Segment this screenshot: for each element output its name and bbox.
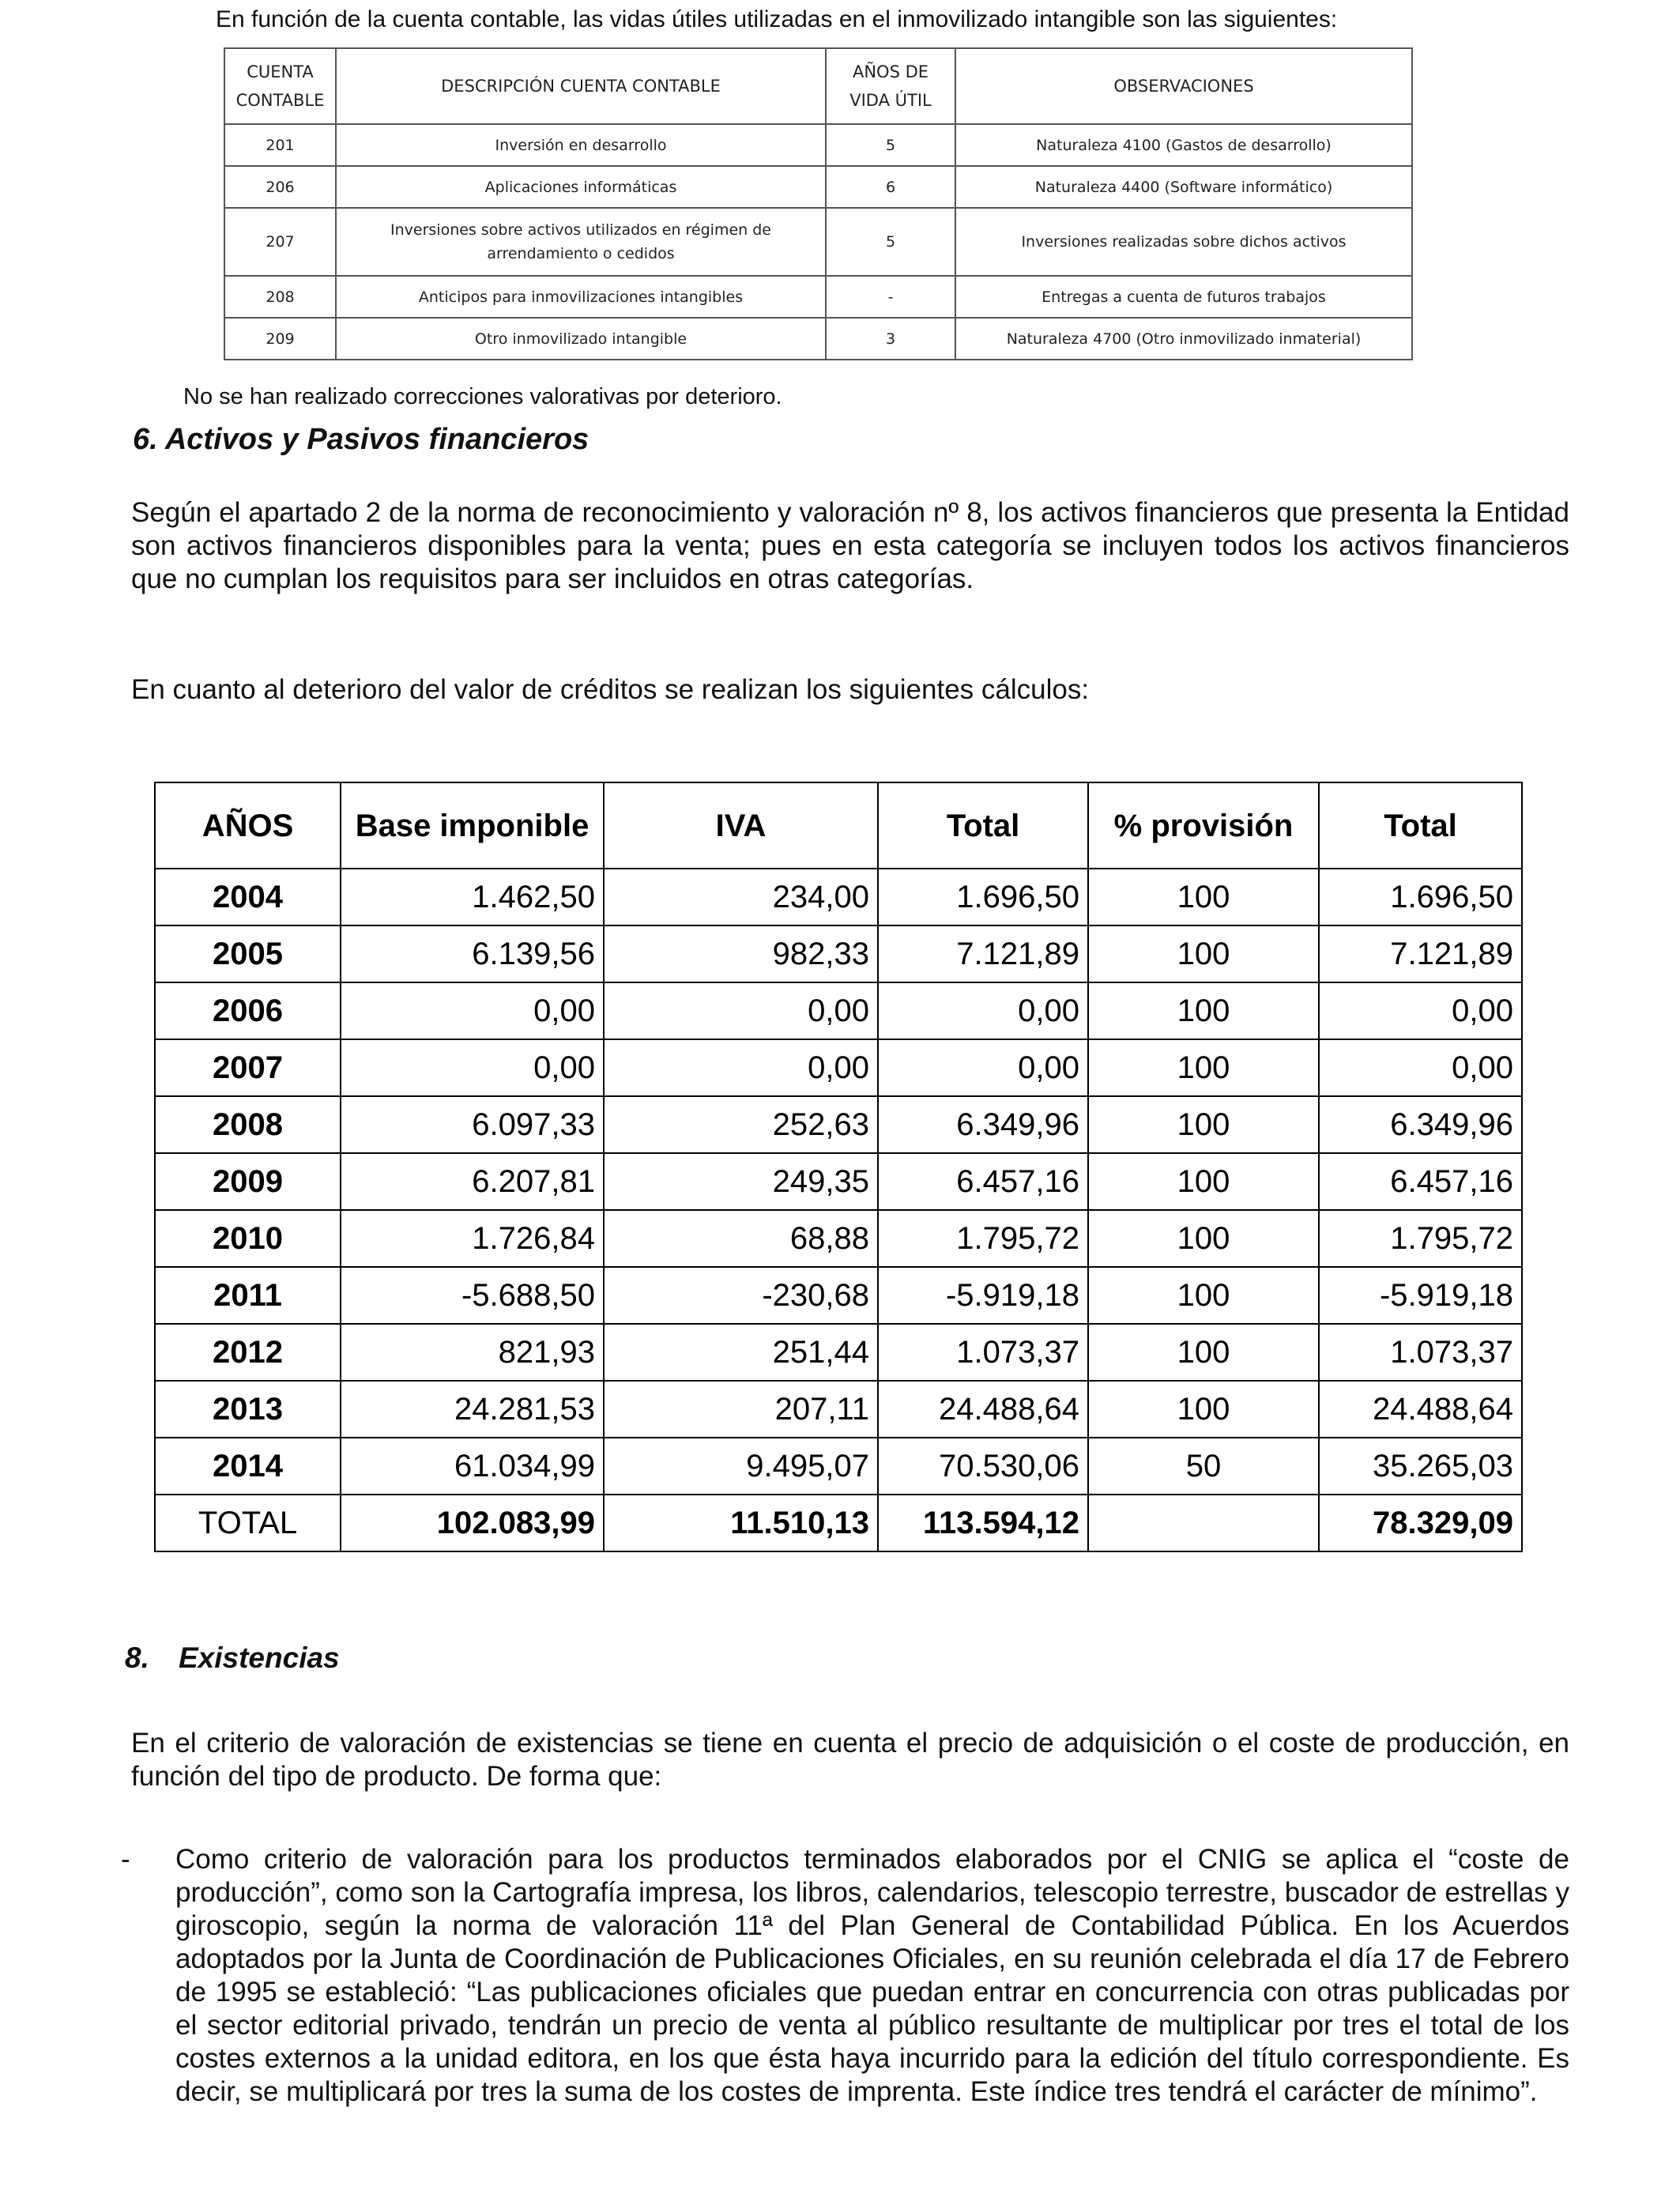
cell-iva: 982,33 [604,925,878,982]
cell-cuenta: 206 [224,166,336,208]
table-row [155,1210,1522,1267]
cell-descripcion: Aplicaciones informáticas [336,166,826,208]
cell-total-provision: 1.696,50 [1319,869,1522,925]
cell-iva: 252,63 [604,1096,878,1153]
cell-total-label: TOTAL [155,1495,341,1551]
cell-anos: 5 [826,208,955,276]
cell-iva: 251,44 [604,1324,878,1381]
table-row [224,318,1412,360]
header-iva: IVA [604,782,878,869]
cell-total: 7.121,89 [878,925,1088,982]
section-8-title: Existencias [179,1642,340,1674]
cell-base: 61.034,99 [341,1438,604,1495]
cell-provision: 100 [1088,1096,1319,1153]
cell-provision: 100 [1088,1039,1319,1096]
cell-cuenta: 207 [224,208,336,276]
cell-iva: -230,68 [604,1267,878,1324]
cell-total: 0,00 [878,1039,1088,1096]
cell-cuenta: 209 [224,318,336,360]
section-8-heading [125,1642,340,1675]
cell-anos: 3 [826,318,955,360]
cell-provision: 100 [1088,1381,1319,1438]
header-total: Total [878,782,1088,869]
cell-total-sum: 78.329,09 [1319,1495,1522,1551]
section-6-paragraph: Según el apartado 2 de la norma de reconocimiento y valoración nº 8, los activos financieros que presenta la Entidad son activos financieros disponibles para la venta; pues en esta categoría se incluyen todos los activos financieros que no cumplan los requisitos para ser incluidos en otras categorías. [131,497,1569,594]
cell-observaciones: Entregas a cuenta de futuros trabajos [955,276,1412,318]
useful-life-table [224,47,1413,360]
cell-provision: 100 [1088,982,1319,1039]
cell-total-provision-empty [1088,1495,1319,1551]
cell-total: 1.073,37 [878,1324,1088,1381]
cell-observaciones: Naturaleza 4700 (Otro inmovilizado inmaterial) [955,318,1412,360]
cell-provision: 100 [1088,1267,1319,1324]
cell-year: 2008 [155,1096,341,1153]
table-row [224,166,1412,208]
cell-total-provision: 24.488,64 [1319,1381,1522,1438]
cell-cuenta: 201 [224,124,336,166]
deterioro-paragraph: En cuanto al deterioro del valor de créditos se realizan los siguientes cálculos: [131,674,1090,705]
cell-total: 1.696,50 [878,869,1088,925]
cell-iva: 207,11 [604,1381,878,1438]
table-row [155,1096,1522,1153]
header-cuenta: CUENTA CONTABLE [224,48,336,124]
cell-year: 2006 [155,982,341,1039]
cell-total: 0,00 [878,982,1088,1039]
cell-total: 6.457,16 [878,1153,1088,1210]
cell-provision: 100 [1088,1210,1319,1267]
header-anos: AÑOS DE VIDA ÚTIL [826,48,955,124]
table-row [155,869,1522,925]
cell-year: 2007 [155,1039,341,1096]
cell-iva: 234,00 [604,869,878,925]
table-row [155,925,1522,982]
cell-total: 1.795,72 [878,1210,1088,1267]
header-anos: AÑOS [155,782,341,869]
cell-observaciones: Inversiones realizadas sobre dichos activos [955,208,1412,276]
cell-total: 24.488,64 [878,1381,1088,1438]
cell-total-total: 113.594,12 [878,1495,1088,1551]
cell-base: 24.281,53 [341,1381,604,1438]
cell-total-base: 102.083,99 [341,1495,604,1551]
cell-descripcion: Anticipos para inmovilizaciones intangibles [336,276,826,318]
cell-iva: 68,88 [604,1210,878,1267]
cell-total-provision: 7.121,89 [1319,925,1522,982]
deterioro-note: No se han realizado correcciones valorativas por deterioro. [183,384,782,409]
cell-observaciones: Naturaleza 4400 (Software informático) [955,166,1412,208]
cell-year: 2013 [155,1381,341,1438]
cell-base: 0,00 [341,982,604,1039]
header-total-provision: Total [1319,782,1522,869]
table-row [155,1267,1522,1324]
cell-base: 1.726,84 [341,1210,604,1267]
cell-total: -5.919,18 [878,1267,1088,1324]
cell-total-provision: 35.265,03 [1319,1438,1522,1495]
table-row [224,276,1412,318]
cell-total-provision: 6.457,16 [1319,1153,1522,1210]
cell-total-iva: 11.510,13 [604,1495,878,1551]
cell-total-provision: 1.795,72 [1319,1210,1522,1267]
cell-total-provision: 0,00 [1319,982,1522,1039]
table-row [155,1153,1522,1210]
table-row [155,1381,1522,1438]
cell-total-provision: 6.349,96 [1319,1096,1522,1153]
useful-life-header-row [224,48,1412,124]
section-8-paragraph: En el criterio de valoración de existencias se tiene en cuenta el precio de adquisición o el coste de producción, en función del tipo de producto. De forma que: [131,1728,1569,1792]
cell-observaciones: Naturaleza 4100 (Gastos de desarrollo) [955,124,1412,166]
cell-total-provision: -5.919,18 [1319,1267,1522,1324]
cell-base: 6.207,81 [341,1153,604,1210]
cell-provision: 100 [1088,925,1319,982]
total-row [155,1495,1522,1551]
table-row [224,208,1412,276]
table-row [155,1324,1522,1381]
cell-iva: 9.495,07 [604,1438,878,1495]
cell-anos: 5 [826,124,955,166]
cell-provision: 100 [1088,1324,1319,1381]
section-8-number: 8. [125,1642,149,1674]
cell-year: 2010 [155,1210,341,1267]
cell-total: 6.349,96 [878,1096,1088,1153]
cell-base: 0,00 [341,1039,604,1096]
cell-base: 1.462,50 [341,869,604,925]
cell-iva: 0,00 [604,1039,878,1096]
cell-cuenta: 208 [224,276,336,318]
cell-total-provision: 0,00 [1319,1039,1522,1096]
cell-total-provision: 1.073,37 [1319,1324,1522,1381]
cell-base: 6.097,33 [341,1096,604,1153]
cell-base: 6.139,56 [341,925,604,982]
impairment-header-row [155,782,1522,869]
cell-iva: 0,00 [604,982,878,1039]
table-row [155,982,1522,1039]
cell-total: 70.530,06 [878,1438,1088,1495]
cell-iva: 249,35 [604,1153,878,1210]
cell-year: 2004 [155,869,341,925]
table-row [224,124,1412,166]
header-provision: % provisión [1088,782,1319,869]
cell-anos: 6 [826,166,955,208]
table-row [155,1438,1522,1495]
header-descripcion: DESCRIPCIÓN CUENTA CONTABLE [336,48,826,124]
cell-provision: 100 [1088,869,1319,925]
cell-anos: - [826,276,955,318]
header-base-imponible: Base imponible [341,782,604,869]
intro-text: En función de la cuenta contable, las vidas útiles utilizadas en el inmovilizado intangible son las siguientes: [216,6,1338,32]
cell-year: 2009 [155,1153,341,1210]
cell-provision: 50 [1088,1438,1319,1495]
cell-descripcion: Inversiones sobre activos utilizados en régimen de arrendamiento o cedidos [336,208,826,276]
section-6-heading: 6. Activos y Pasivos financieros [133,423,590,456]
bullet-paragraph: Como criterio de valoración para los productos terminados elaborados por el CNIG se aplica el “coste de producción”, como son la Cartografía impresa, los libros, calendarios, telescopio terrestre, buscador de estrellas y giroscopio, según la norma de valoración 11ª del Plan General de Contabilidad Pública. En los Acuerdos adoptados por la Junta de Coordinación de Publicaciones Oficiales, en su reunión celebrada el día 17 de Febrero de 1995 se estableció: “Las publicaciones oficiales que puedan entrar en concurrencia con otras publicadas por el sector editorial privado, tendrán un precio de venta al público resultante de multiplicar por tres el total de los costes externos a la unidad editora, en los que ésta haya incurrido para la edición del título correspondiente. Es decir, se multiplicará por tres la suma de los costes de imprenta. Este índice tres tendrá el carácter de mínimo”. [175,1844,1569,2107]
cell-year: 2011 [155,1267,341,1324]
cell-descripcion: Inversión en desarrollo [336,124,826,166]
cell-year: 2012 [155,1324,341,1381]
cell-year: 2014 [155,1438,341,1495]
cell-base: -5.688,50 [341,1267,604,1324]
header-observaciones: OBSERVACIONES [955,48,1412,124]
table-row [155,1039,1522,1096]
bullet-marker: - [121,1844,130,1875]
impairment-table [154,782,1523,1552]
cell-base: 821,93 [341,1324,604,1381]
cell-year: 2005 [155,925,341,982]
cell-provision: 100 [1088,1153,1319,1210]
cell-descripcion: Otro inmovilizado intangible [336,318,826,360]
